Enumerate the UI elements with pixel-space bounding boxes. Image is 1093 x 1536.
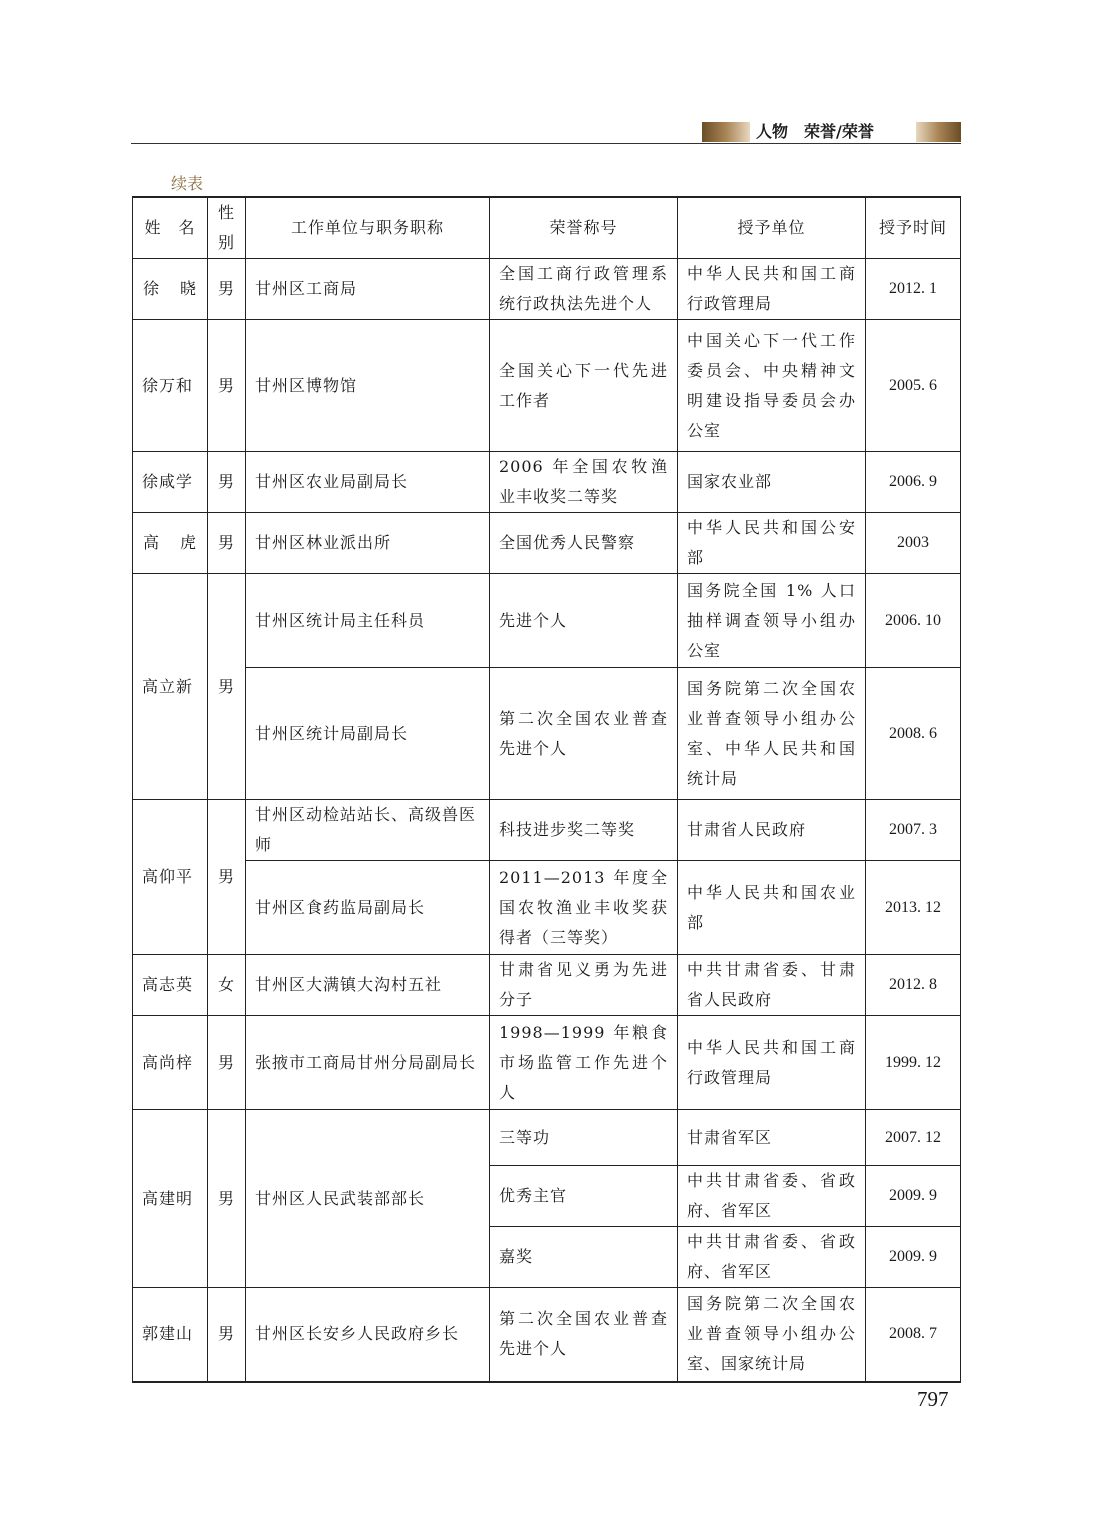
- honor-title: 2006 年全国农牧渔业丰收奖二等奖: [490, 452, 678, 513]
- column-header-unit: 工作单位与职务职称: [246, 197, 490, 259]
- honor-title: 1998—1999 年粮食市场监管工作先进个人: [490, 1016, 678, 1110]
- continued-table-label: 续表: [171, 174, 204, 193]
- granting-unit: 国务院第二次全国农业普查领导小组办公室、中华人民共和国统计局: [678, 668, 866, 800]
- person-name: 高 虎: [133, 513, 208, 574]
- work-unit: 甘州区大满镇大沟村五社: [246, 955, 490, 1016]
- work-unit: 甘州区统计局主任科员: [246, 574, 490, 668]
- grant-date: 1999. 12: [866, 1016, 961, 1110]
- person-sex: 男: [208, 513, 246, 574]
- grant-date: 2012. 8: [866, 955, 961, 1016]
- granting-unit: 中华人民共和国工商行政管理局: [678, 259, 866, 320]
- honor-title: 第二次全国农业普查先进个人: [490, 1288, 678, 1382]
- table-row: [133, 259, 961, 320]
- person-name: 郭建山: [133, 1288, 208, 1382]
- granting-unit: 甘肃省人民政府: [678, 800, 866, 861]
- table-row: [133, 452, 961, 513]
- granting-unit: 中华人民共和国农业部: [678, 861, 866, 955]
- grant-date: 2003: [866, 513, 961, 574]
- work-unit: 甘州区食药监局副局长: [246, 861, 490, 955]
- person-sex: 女: [208, 955, 246, 1016]
- granting-unit: 中共甘肃省委、省政府、省军区: [678, 1166, 866, 1227]
- granting-unit: 甘肃省军区: [678, 1110, 866, 1166]
- honor-title: 三等功: [490, 1110, 678, 1166]
- work-unit: 甘州区人民武装部部长: [246, 1110, 490, 1288]
- grant-date: 2006. 10: [866, 574, 961, 668]
- page-number: 797: [917, 1387, 949, 1411]
- honor-title: 全国工商行政管理系统行政执法先进个人: [490, 259, 678, 320]
- work-unit: 甘州区工商局: [246, 259, 490, 320]
- table-row: [133, 574, 961, 668]
- grant-date: 2009. 9: [866, 1227, 961, 1288]
- person-sex: 男: [208, 800, 246, 955]
- work-unit: 甘州区动检站站长、高级兽医师: [246, 800, 490, 861]
- table-row: [133, 1110, 961, 1166]
- honor-title: 先进个人: [490, 574, 678, 668]
- granting-unit: 中华人民共和国公安部: [678, 513, 866, 574]
- work-unit: 甘州区博物馆: [246, 320, 490, 452]
- header-decor-left: [702, 122, 750, 142]
- table-row: [133, 320, 961, 452]
- work-unit: 甘州区长安乡人民政府乡长: [246, 1288, 490, 1382]
- work-unit: 甘州区农业局副局长: [246, 452, 490, 513]
- honor-title: 嘉奖: [490, 1227, 678, 1288]
- running-header-title: 人物 荣誉/荣誉: [756, 122, 874, 141]
- table-row: [133, 861, 961, 955]
- header-decor-right: [916, 122, 961, 142]
- table-row: [133, 668, 961, 800]
- work-unit: 甘州区林业派出所: [246, 513, 490, 574]
- grant-date: 2008. 7: [866, 1288, 961, 1382]
- honor-title: 全国关心下一代先进工作者: [490, 320, 678, 452]
- table-row: [133, 800, 961, 861]
- person-name: 徐万和: [133, 320, 208, 452]
- honor-title: 2011—2013 年度全国农牧渔业丰收奖获得者（三等奖）: [490, 861, 678, 955]
- person-name: 高建明: [133, 1110, 208, 1288]
- honor-title: 科技进步奖二等奖: [490, 800, 678, 861]
- person-sex: 男: [208, 1110, 246, 1288]
- person-name: 高尚梓: [133, 1016, 208, 1110]
- person-name: 徐咸学: [133, 452, 208, 513]
- table-row: [133, 1288, 961, 1382]
- granting-unit: 中国关心下一代工作委员会、中央精神文明建设指导委员会办公室: [678, 320, 866, 452]
- grant-date: 2005. 6: [866, 320, 961, 452]
- grant-date: 2012. 1: [866, 259, 961, 320]
- work-unit: 甘州区统计局副局长: [246, 668, 490, 800]
- work-unit: 张掖市工商局甘州分局副局长: [246, 1016, 490, 1110]
- table-row: [133, 513, 961, 574]
- granting-unit: 国务院全国 1% 人口抽样调查领导小组办公室: [678, 574, 866, 668]
- table-row: [133, 955, 961, 1016]
- granting-unit: 中共甘肃省委、甘肃省人民政府: [678, 955, 866, 1016]
- grant-date: 2006. 9: [866, 452, 961, 513]
- person-sex: 男: [208, 320, 246, 452]
- person-name: 高志英: [133, 955, 208, 1016]
- granting-unit: 国家农业部: [678, 452, 866, 513]
- person-sex: 男: [208, 1016, 246, 1110]
- person-sex: 男: [208, 259, 246, 320]
- table-row: [133, 1016, 961, 1110]
- grant-date: 2007. 3: [866, 800, 961, 861]
- person-name: 高仰平: [133, 800, 208, 955]
- grant-date: 2008. 6: [866, 668, 961, 800]
- honors-table: [132, 196, 961, 1383]
- person-name: 徐 晓: [133, 259, 208, 320]
- person-sex: 男: [208, 1288, 246, 1382]
- person-name: 高立新: [133, 574, 208, 800]
- granting-unit: 国务院第二次全国农业普查领导小组办公室、国家统计局: [678, 1288, 866, 1382]
- header-rule: [131, 143, 961, 144]
- column-header-date: 授予时间: [866, 197, 961, 259]
- column-header-name: 姓 名: [133, 197, 208, 259]
- column-header-grantor: 授予单位: [678, 197, 866, 259]
- grant-date: 2009. 9: [866, 1166, 961, 1227]
- grant-date: 2007. 12: [866, 1110, 961, 1166]
- honor-title: 第二次全国农业普查先进个人: [490, 668, 678, 800]
- honor-title: 全国优秀人民警察: [490, 513, 678, 574]
- honor-title: 优秀主官: [490, 1166, 678, 1227]
- granting-unit: 中共甘肃省委、省政府、省军区: [678, 1227, 866, 1288]
- column-header-honor: 荣誉称号: [490, 197, 678, 259]
- person-sex: 男: [208, 574, 246, 800]
- honor-title: 甘肃省见义勇为先进分子: [490, 955, 678, 1016]
- grant-date: 2013. 12: [866, 861, 961, 955]
- column-header-sex: 性别: [208, 197, 246, 259]
- granting-unit: 中华人民共和国工商行政管理局: [678, 1016, 866, 1110]
- table-header-row: [133, 197, 961, 259]
- person-sex: 男: [208, 452, 246, 513]
